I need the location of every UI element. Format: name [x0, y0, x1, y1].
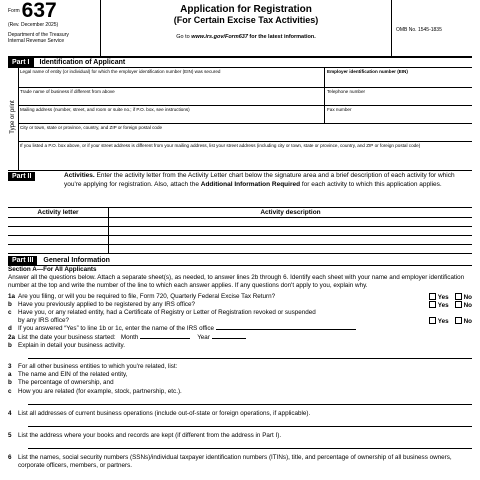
q1a-yes-checkbox[interactable]: [429, 293, 436, 300]
activity-description-header: Activity description: [260, 209, 321, 216]
question-1a: 1a Are you filing, or will you be required to file, Form 720, Quarterly Federal Excise Tax Return? Yes No: [8, 292, 472, 301]
mailing-address-field[interactable]: Mailing address (number, street, and room or suite no.; if P.O. box, see instructions): [18, 106, 324, 124]
q1c-no-checkbox[interactable]: [455, 317, 462, 324]
question-1b: b Have you previously applied to be registered by any IRS office? Yes No: [8, 300, 472, 309]
q1c-yes-no: Yes No: [423, 317, 472, 326]
part3-title: General Information: [43, 257, 110, 264]
q1a-yes-no: Yes No: [423, 293, 472, 302]
question-1c-cont: by any IRS office? Yes No: [18, 317, 472, 326]
department: Department of the Treasury: [8, 32, 69, 38]
irs-office-field[interactable]: [216, 329, 356, 330]
part1-label: Part I: [8, 58, 34, 67]
instructions-link: Go to www.irs.gov/Form637 for the latest information.: [176, 34, 316, 40]
fax-field[interactable]: Fax number: [324, 106, 472, 124]
city-state-zip-field[interactable]: City or town, state or province, country, and ZIP or foreign postal code: [18, 124, 472, 142]
question-3c: c How you are related (for example, stock, partnership, etc.).: [8, 387, 182, 395]
section-a-heading: Section A—For All Applicants: [8, 266, 97, 273]
question-2a: 2a List the date your business started: Month Year: [8, 334, 472, 342]
activity-row[interactable]: [8, 245, 472, 254]
q1a-no-checkbox[interactable]: [455, 293, 462, 300]
type-or-print-label: Type or print: [8, 68, 19, 170]
part2-instructions: Activities. Enter the activity letter from the Activity Letter chart below the signature area and a brief description of each activity for which you're applying for registration. Also, attach the Additional Information Required for each activity to which this application applies.: [64, 172, 455, 188]
q1c-yes-checkbox[interactable]: [429, 317, 436, 324]
form-number: $^{Form}$637: [8, 0, 57, 22]
activity-letter-header: Activity letter: [8, 208, 109, 217]
answer-line-5[interactable]: [28, 440, 472, 449]
start-month-field[interactable]: [140, 338, 190, 339]
activity-row[interactable]: [8, 236, 472, 245]
start-year-field[interactable]: [212, 338, 246, 339]
part2-section: [8, 171, 472, 208]
part1-header: [8, 58, 472, 68]
question-3a: a The name and EIN of the related entity,: [8, 371, 128, 379]
form-title-block: [100, 0, 392, 56]
answer-line-3[interactable]: [28, 396, 472, 405]
street-address-field[interactable]: If you listed a P.O. box above, or if your street address is different from your mailing address, list your street address (including city or town, state or province, country, and ZIP or foreign postal code): [20, 143, 421, 148]
activity-table-header: [8, 208, 472, 218]
q1b-yes-checkbox[interactable]: [429, 301, 436, 308]
legal-name-field[interactable]: Legal name of entity (or individual) for which the employer identification number (EIN) was secured: [18, 68, 324, 88]
q1b-no-checkbox[interactable]: [455, 301, 462, 308]
part3-label: Part III: [8, 256, 37, 265]
form-page: [8, 0, 472, 480]
form-id-block: [8, 0, 101, 56]
question-4: 4 List all addresses of current business operations (include out-of-state or foreign operations, if applicable).: [8, 409, 311, 417]
trade-name-field[interactable]: Trade name of business if different from above: [18, 88, 324, 106]
q1b-yes-no: Yes No: [423, 301, 472, 310]
part1-title: Identification of Applicant: [39, 59, 126, 66]
answer-line-2b[interactable]: [28, 350, 472, 359]
question-6: 6 List the names, social security numbers (SSNs)/individual taxpayer identification numbers (ITINs), title, and percentage of ownership of all business owners, corporate officers, members, or partners.: [8, 454, 452, 470]
answer-line-4[interactable]: [28, 418, 472, 427]
agency: Internal Revenue Service: [8, 38, 65, 44]
omb-number: OMB No. 1545-1835: [396, 27, 442, 33]
activity-row[interactable]: [8, 218, 472, 227]
section-a-intro: Answer all the questions below. Attach a separate sheet(s), as needed, to answer lines 2b through 6. Identify each sheet with your name and employer identification number at the top and write the number of the line to which each answer applies. If any questions don't apply to you, explain why.: [8, 274, 465, 290]
irs-url[interactable]: www.irs.gov/Form637: [191, 34, 248, 40]
activity-row[interactable]: [8, 227, 472, 236]
ein-field[interactable]: Employer identification number (EIN): [324, 68, 472, 88]
part3-body: [8, 266, 472, 471]
part3-header: [8, 256, 472, 266]
omb-block: [391, 0, 472, 56]
question-3: 3 For all other business entities to which you're related, list:: [8, 363, 178, 371]
form-subtitle: (For Certain Excise Tax Activities): [173, 15, 319, 25]
question-3b: b The percentage of ownership, and: [8, 379, 114, 387]
form-title: Application for Registration: [180, 4, 312, 15]
revision-date: (Rev. December 2025): [8, 22, 59, 28]
question-5: 5 List the address where your books and records are kept (if different from the address in Part I).: [8, 432, 282, 440]
question-2b: b Explain in detail your business activity.: [8, 341, 125, 349]
question-1d: d If you answered “Yes” to line 1b or 1c, enter the name of the IRS office: [8, 325, 472, 333]
part1-grid: [8, 68, 472, 171]
question-1c: c Have you, or any related entity, had a Certificate of Registry or Letter of Registration revoked or suspended: [8, 309, 316, 317]
part2-label: Part II: [8, 172, 35, 181]
form-header: [8, 0, 472, 58]
telephone-field[interactable]: Telephone number: [324, 88, 472, 106]
